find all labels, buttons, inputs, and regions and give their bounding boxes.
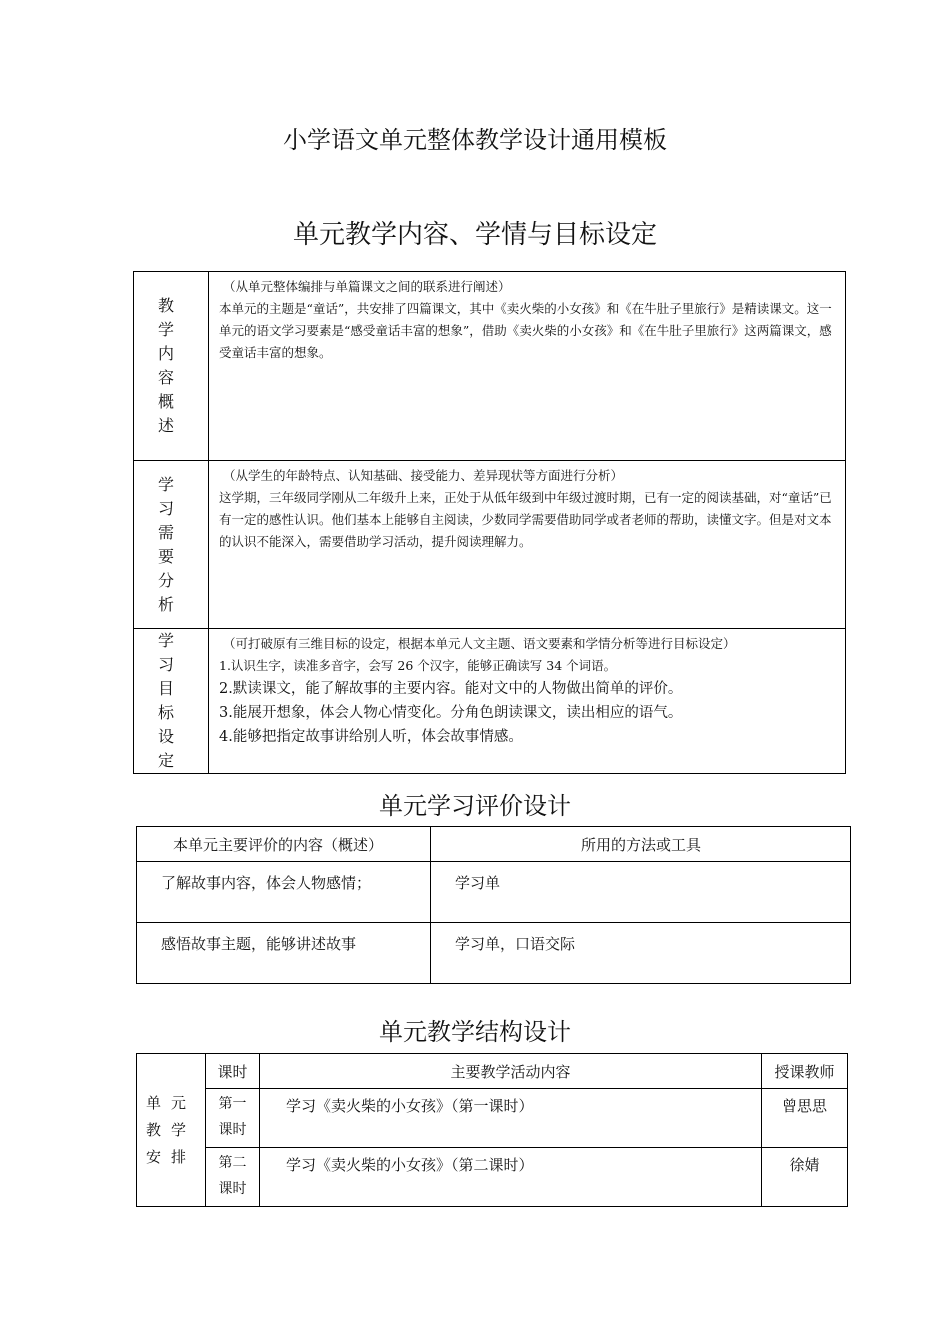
page-title: 小学语文单元整体教学设计通用模板 xyxy=(283,126,667,154)
overview-text: 本单元的主题是“童话”，共安排了四篇课文，其中《卖火柴的小女孩》和《在牛肚子里旅行》是精读课文。这一单元的语文学习要素是“感受童话丰富的想象”，借助《卖火柴的小女孩》和《在牛肚子里旅行》这两篇课文，感受童话丰富的想象。 xyxy=(219,301,832,360)
section-title-content-goals: 单元教学内容、学情与目标设定 xyxy=(292,220,657,250)
table-row xyxy=(134,272,846,461)
goal-item: 4.能够把指定故事讲给别人听，体会故事情感。 xyxy=(219,729,523,745)
goals-cell xyxy=(209,629,846,774)
table-header-row xyxy=(137,1054,848,1089)
needs-text: 这学期，三年级同学刚从二年级升上来，正处于从低年级到中年级过渡时期，已有一定的阅读基础，对“童话”已有一定的感性认识。他们基本上能够自主阅读，少数同学需要借助同学或者老师的帮助，读懂文字。但是对文本的认识不能深入，需要借助学习活动，提升阅读理解力。 xyxy=(219,490,832,549)
table-row xyxy=(137,1089,848,1148)
header-eval-content: 本单元主要评价的内容（概述） xyxy=(137,827,431,862)
needs-note: （从学生的年龄特点、认知基础、接受能力、差异现状等方面进行分析） xyxy=(223,468,624,483)
eval-method-cell: 学习单 xyxy=(431,862,851,923)
eval-content-cell: 感悟故事主题，能够讲述故事 xyxy=(137,923,431,984)
activity-cell: 学习《卖火柴的小女孩》（第二课时） xyxy=(260,1148,762,1207)
section-title-evaluation: 单元学习评价设计 xyxy=(379,792,571,820)
table-header-row xyxy=(137,827,851,862)
content-goals-table xyxy=(133,271,846,774)
overview-note: （从单元整体编排与单篇课文之间的联系进行阐述） xyxy=(223,279,511,294)
goal-item: 3.能展开想象，体会人物心情变化。分角色朗读课文，读出相应的语气。 xyxy=(219,705,683,721)
evaluation-table xyxy=(136,826,851,984)
header-period: 课时 xyxy=(206,1054,260,1089)
goal-item: 1.认识生字，读准多音字，会写 26 个汉字，能够正确读写 34 个词语。 xyxy=(219,658,617,673)
goal-item: 2.默读课文，能了解故事的主要内容。能对文中的人物做出简单的评价。 xyxy=(219,681,683,697)
teacher-cell: 曾思思 xyxy=(762,1089,848,1148)
table-row xyxy=(134,629,846,774)
table-row xyxy=(137,862,851,923)
table-row xyxy=(137,1148,848,1207)
row-label-overview: 教学内容概述 xyxy=(134,272,209,461)
table-row xyxy=(134,461,846,629)
row-label-needs: 学习需要分析 xyxy=(134,461,209,629)
period-cell: 第一 课时 xyxy=(206,1089,260,1148)
structure-table xyxy=(136,1053,848,1207)
eval-content-cell: 了解故事内容，体会人物感情； xyxy=(137,862,431,923)
goals-note: （可打破原有三维目标的设定，根据本单元人文主题、语文要素和学情分析等进行目标设定） xyxy=(223,636,736,651)
header-teacher: 授课教师 xyxy=(762,1054,848,1089)
side-label-arrangement: 单元教学安排 xyxy=(137,1054,206,1207)
table-row xyxy=(137,923,851,984)
activity-cell: 学习《卖火柴的小女孩》（第一课时） xyxy=(260,1089,762,1148)
overview-cell xyxy=(209,272,846,461)
period-cell: 第二 课时 xyxy=(206,1148,260,1207)
header-eval-method: 所用的方法或工具 xyxy=(431,827,851,862)
needs-cell xyxy=(209,461,846,629)
header-activity: 主要教学活动内容 xyxy=(260,1054,762,1089)
section-title-structure: 单元教学结构设计 xyxy=(379,1018,571,1046)
row-label-goals: 学习目标设定 xyxy=(134,629,209,774)
eval-method-cell: 学习单，口语交际 xyxy=(431,923,851,984)
teacher-cell: 徐婧 xyxy=(762,1148,848,1207)
